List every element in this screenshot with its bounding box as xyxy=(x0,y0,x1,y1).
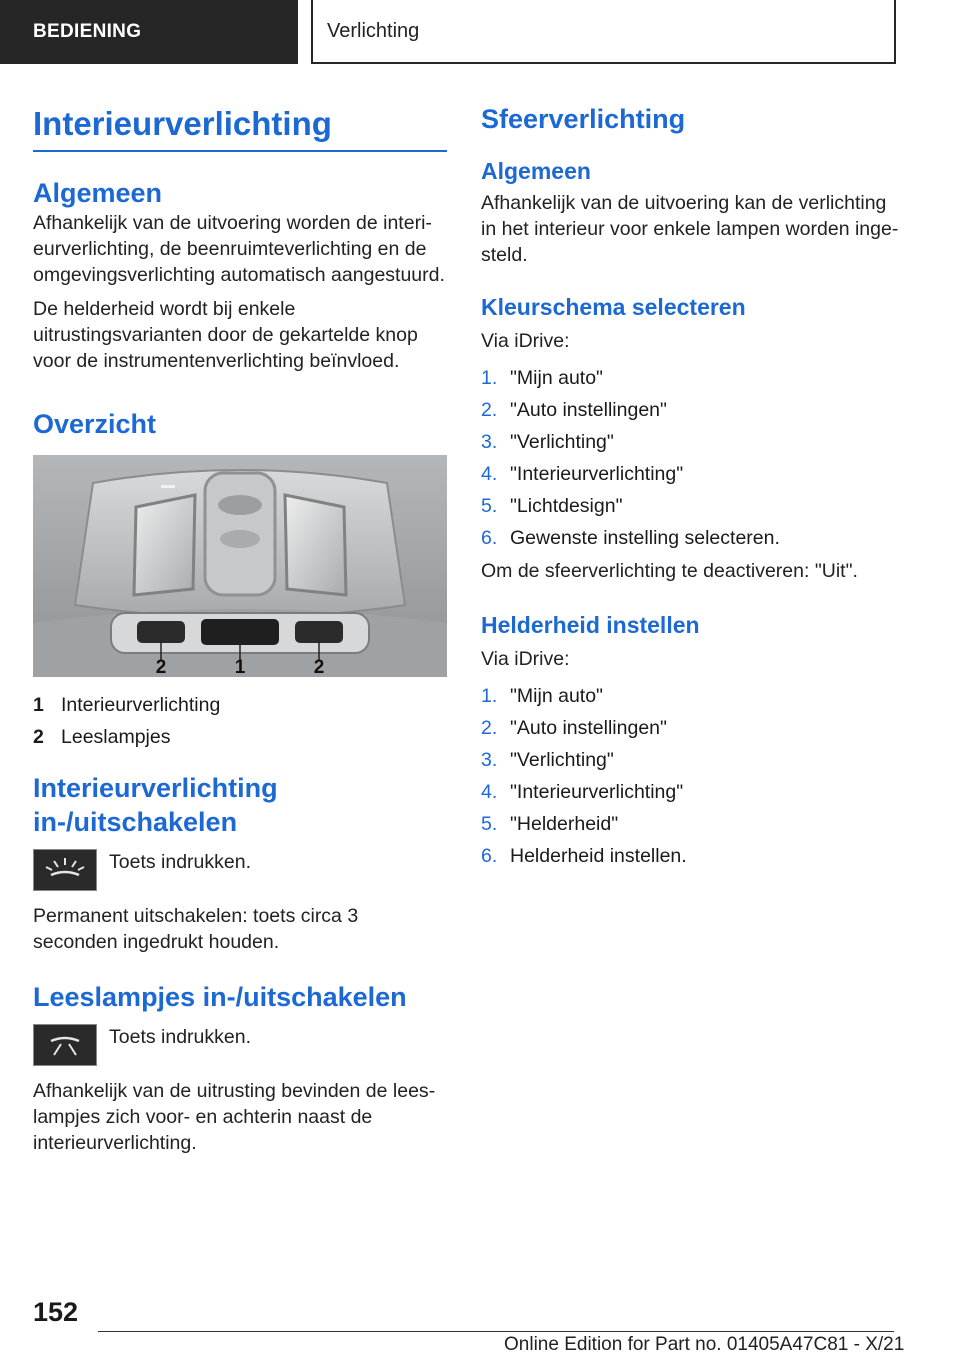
kleurschema-intro: Via iDrive: xyxy=(481,330,570,352)
step-text: "Lichtdesign" xyxy=(510,495,623,517)
step-number: 4. xyxy=(481,463,498,485)
footer-edition: Online Edition for Part no. 01405A47C81 - X/21 xyxy=(504,1334,905,1355)
step-text: "Verlichting" xyxy=(510,749,614,771)
footer-divider xyxy=(98,1331,894,1332)
heading-sfeer-algemeen: Algemeen xyxy=(481,158,591,184)
step-number: 5. xyxy=(481,495,498,517)
kleurschema-steps xyxy=(481,362,901,554)
reading-light-button-text: Toets indrukken. xyxy=(109,1026,251,1048)
list-item xyxy=(481,490,901,522)
callout-left-2: 2 xyxy=(155,657,167,677)
heading-leeslampjes-switch: Leeslampjes in-/uitschakelen xyxy=(33,982,407,1012)
interior-light-button-text: Toets indrukken. xyxy=(109,851,251,873)
page-number: 152 xyxy=(33,1297,79,1327)
step-number: 3. xyxy=(481,431,498,453)
interior-light-button-row xyxy=(33,849,447,891)
step-number: 5. xyxy=(481,813,498,835)
heading-kleurschema: Kleurschema selecteren xyxy=(481,294,746,320)
left-column xyxy=(33,100,447,1156)
legend-label: Leeslampjes xyxy=(61,726,171,748)
legend-item xyxy=(33,721,447,753)
list-item xyxy=(481,426,901,458)
heading-algemeen: Algemeen xyxy=(33,178,163,208)
kleurschema-outro: Om de sfeerverlichting te deactiveren: "Uit". xyxy=(481,560,858,582)
step-text: "Auto instellingen" xyxy=(510,399,667,421)
overzicht-legend xyxy=(33,689,447,753)
algemeen-paragraph-1: Afhankelijk van de uitvoering worden de interieurverlichting, de beenruimteverlichting en de omgevingsverlichting automatisch aangestuurd. xyxy=(33,212,445,286)
step-number: 3. xyxy=(481,749,498,771)
reading-light-button-row xyxy=(33,1024,447,1066)
legend-item xyxy=(33,689,447,721)
page-title-interieurverlichting: Interieurverlichting xyxy=(33,102,447,152)
step-text: Helderheid instellen. xyxy=(510,845,687,867)
step-text: "Interieurverlichting" xyxy=(510,781,684,803)
list-item xyxy=(481,712,901,744)
heading-helderheid: Helderheid instellen xyxy=(481,612,700,638)
step-number: 2. xyxy=(481,399,498,421)
step-text: "Auto instellingen" xyxy=(510,717,667,739)
list-item xyxy=(481,458,901,490)
header-section: BEDIENING xyxy=(0,0,298,64)
legend-number: 2 xyxy=(33,726,44,748)
step-text: "Verlichting" xyxy=(510,431,614,453)
reading-light-note: Afhankelijk van de uitrusting bevinden de leeslampjes zich voor- en achterin naast de interieurverlichting. xyxy=(33,1080,436,1154)
list-item xyxy=(481,522,901,554)
step-text: "Mijn auto" xyxy=(510,685,603,707)
step-number: 1. xyxy=(481,367,498,389)
callout-right-2: 2 xyxy=(313,657,325,677)
reading-light-button-icon xyxy=(33,1024,97,1066)
step-text: Gewenste instelling selecteren. xyxy=(510,527,780,549)
step-text: "Helderheid" xyxy=(510,813,619,835)
step-number: 6. xyxy=(481,527,498,549)
list-item xyxy=(481,808,901,840)
callout-center-1: 1 xyxy=(234,657,246,677)
sfeer-algemeen-paragraph: Afhankelijk van de uitvoering kan de verlichting in het interieur voor enkele lampen worden ingesteld. xyxy=(481,192,899,266)
legend-number: 1 xyxy=(33,694,44,716)
step-number: 4. xyxy=(481,781,498,803)
heading-overzicht: Overzicht xyxy=(33,409,157,439)
step-number: 2. xyxy=(481,717,498,739)
helderheid-intro: Via iDrive: xyxy=(481,648,570,670)
list-item xyxy=(481,680,901,712)
header-chapter: Verlichting xyxy=(311,0,896,64)
step-number: 1. xyxy=(481,685,498,707)
list-item xyxy=(481,840,901,872)
interior-light-note: Permanent uitschakelen: toets circa 3 seconden ingedrukt houden. xyxy=(33,905,359,953)
heading-interieurverlichting-switch: Interieurverlichting in-/uitschakelen xyxy=(33,773,278,837)
step-number: 6. xyxy=(481,845,498,867)
step-text: "Interieurverlichting" xyxy=(510,463,684,485)
list-item xyxy=(481,776,901,808)
helderheid-steps xyxy=(481,680,901,872)
list-item xyxy=(481,744,901,776)
list-item xyxy=(481,394,901,426)
overhead-console-photo xyxy=(33,455,447,677)
step-text: "Mijn auto" xyxy=(510,367,603,389)
algemeen-paragraph-2: De helderheid wordt bij enkele uitrustingsvarianten door de gekartelde knop voor de instrumentenverlichting beïnvloed. xyxy=(33,298,418,372)
legend-label: Interieurverlichting xyxy=(61,694,221,716)
interior-light-button-icon xyxy=(33,849,97,891)
right-column xyxy=(481,100,901,872)
heading-sfeerverlichting: Sfeerverlichting xyxy=(481,104,686,134)
list-item xyxy=(481,362,901,394)
